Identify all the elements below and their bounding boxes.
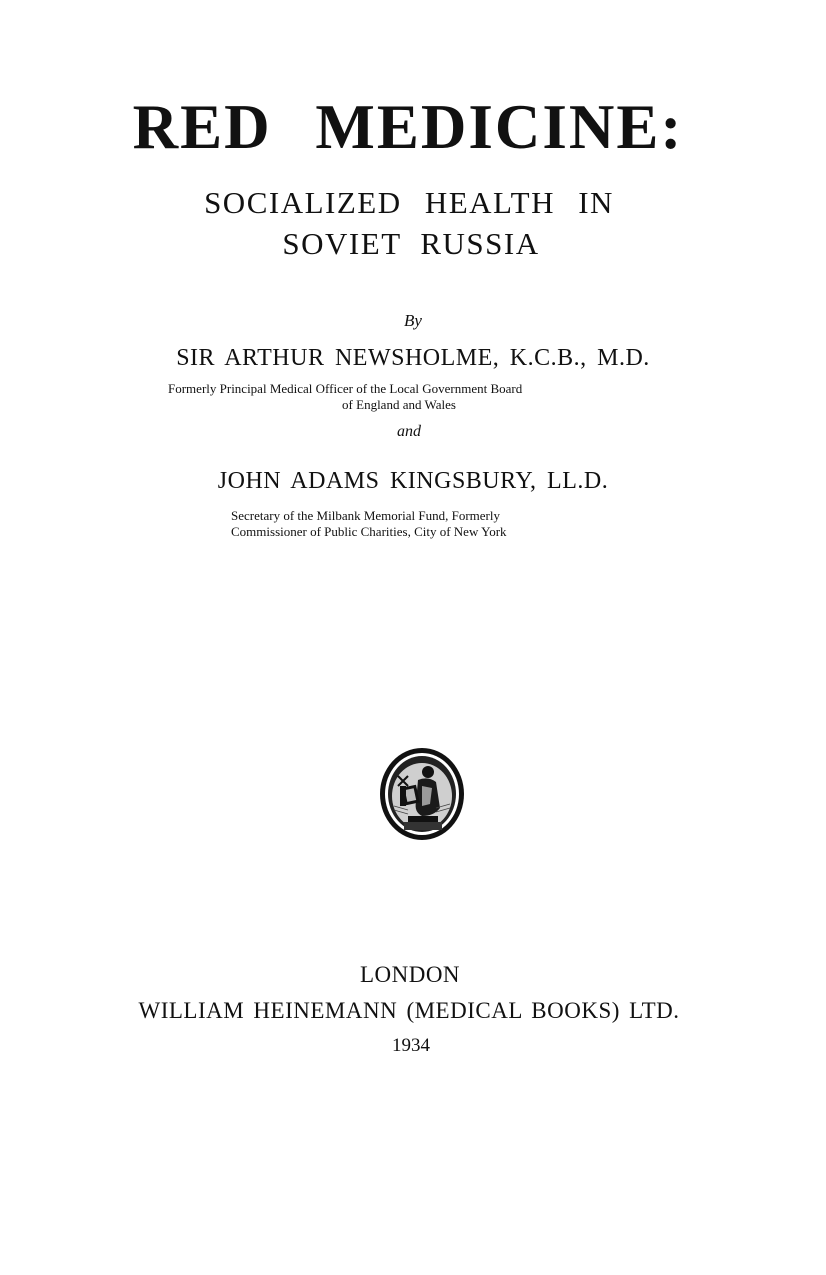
author2-name: JOHN ADAMS KINGSBURY, LL.D. (217, 468, 609, 494)
author1-name: SIR ARTHUR NEWSHOLME, K.C.B., M.D. (176, 345, 650, 371)
publisher-name: WILLIAM HEINEMANN (MEDICAL BOOKS) LTD. (138, 998, 680, 1023)
publication-year: 1934 (392, 1035, 430, 1056)
author2-description-line2: Commissioner of Public Charities, City of New York (231, 524, 507, 539)
book-subtitle-line2: SOVIET RUSSIA (282, 226, 540, 261)
conjunction-label: and (397, 423, 421, 440)
publication-place: LONDON (359, 962, 461, 987)
book-subtitle-line1: SOCIALIZED HEALTH IN (204, 185, 614, 220)
author2-description-line1: Secretary of the Milbank Memorial Fund, Formerly (231, 508, 500, 523)
book-title: RED MEDICINE: (132, 92, 684, 162)
author1-description-line1: Formerly Principal Medical Officer of the Local Government Board (168, 381, 523, 396)
by-label: By (404, 311, 422, 330)
publisher-device-icon (378, 746, 466, 842)
author1-description-line2: of England and Wales (342, 397, 456, 412)
